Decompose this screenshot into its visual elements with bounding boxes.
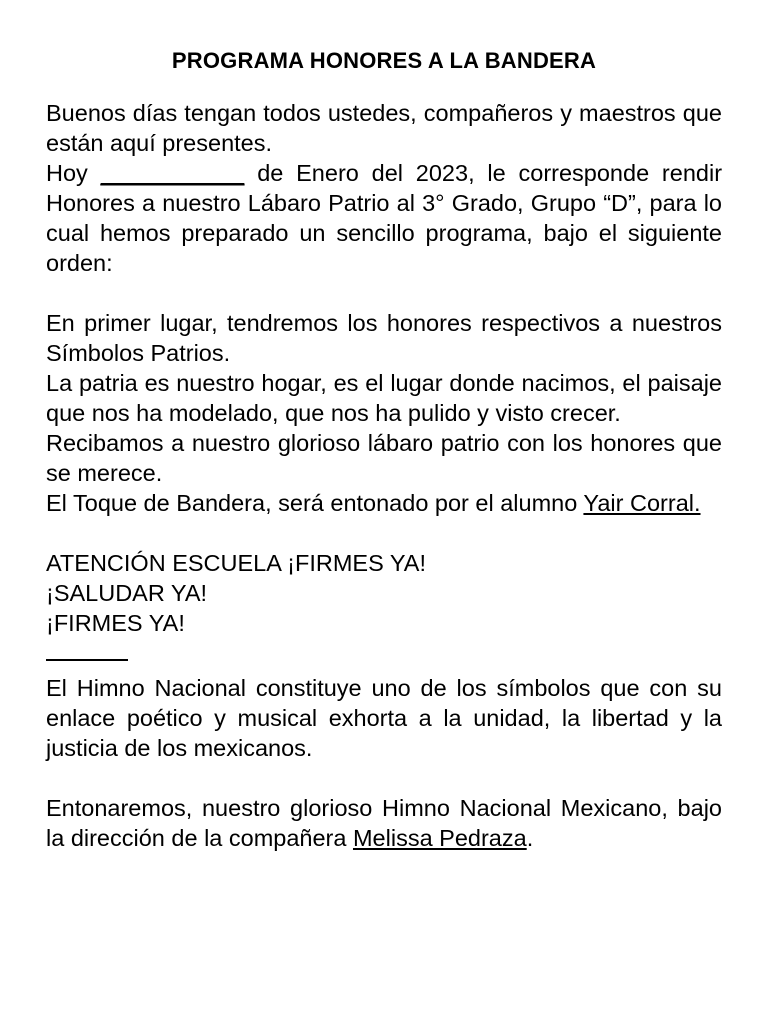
- greeting-paragraph: Buenos días tengan todos ustedes, compañeros y maestros que están aquí presentes.: [46, 100, 722, 156]
- himno-direction-text: Entonaremos, nuestro glorioso Himno Nacional Mexicano, bajo la dirección de la compañera: [46, 795, 722, 851]
- date-blank: ___________: [100, 160, 245, 186]
- toque-paragraph: [46, 488, 722, 518]
- command-line: ¡FIRMES YA!: [46, 610, 185, 636]
- spacer: [46, 278, 722, 308]
- himno-director-name: Melissa Pedraza: [352, 825, 527, 851]
- himno-description-paragraph: El Himno Nacional constituye uno de los símbolos que con su enlace poético y musical exhorta a la unidad, la libertad y la justicia de los mexicanos.: [46, 675, 722, 761]
- toque-text: El Toque de Bandera, será entonado por el alumno: [46, 490, 578, 516]
- document-page: [46, 46, 722, 853]
- command-line: ATENCIÓN ESCUELA ¡FIRMES YA!: [46, 550, 426, 576]
- first-honors-paragraph: En primer lugar, tendremos los honores respectivos a nuestros Símbolos Patrios.: [46, 310, 722, 366]
- date-prefix: Hoy: [46, 160, 88, 186]
- date-paragraph: [46, 158, 722, 278]
- himno-direction-end: .: [526, 825, 534, 851]
- separator-line: [46, 638, 128, 661]
- command-line: ¡SALUDAR YA!: [46, 580, 208, 606]
- patria-paragraph: La patria es nuestro hogar, es el lugar donde nacimos, el paisaje que nos ha modelado, que nos ha pulido y visto crecer.: [46, 370, 722, 426]
- spacer: [46, 763, 722, 793]
- himno-direction-paragraph: [46, 793, 722, 853]
- date-rest: de Enero del 2023, le corresponde rendir Honores a nuestro Lábaro Patrio al 3° Grado, Grupo “D”, para lo cual hemos preparado un sencillo programa, bajo el siguiente orden:: [46, 160, 723, 276]
- spacer: [46, 518, 722, 548]
- receive-flag-paragraph: Recibamos a nuestro glorioso lábaro patrio con los honores que se merece.: [46, 430, 722, 486]
- toque-student-name: Yair Corral.: [583, 490, 701, 516]
- document-title: PROGRAMA HONORES A LA BANDERA: [171, 48, 597, 73]
